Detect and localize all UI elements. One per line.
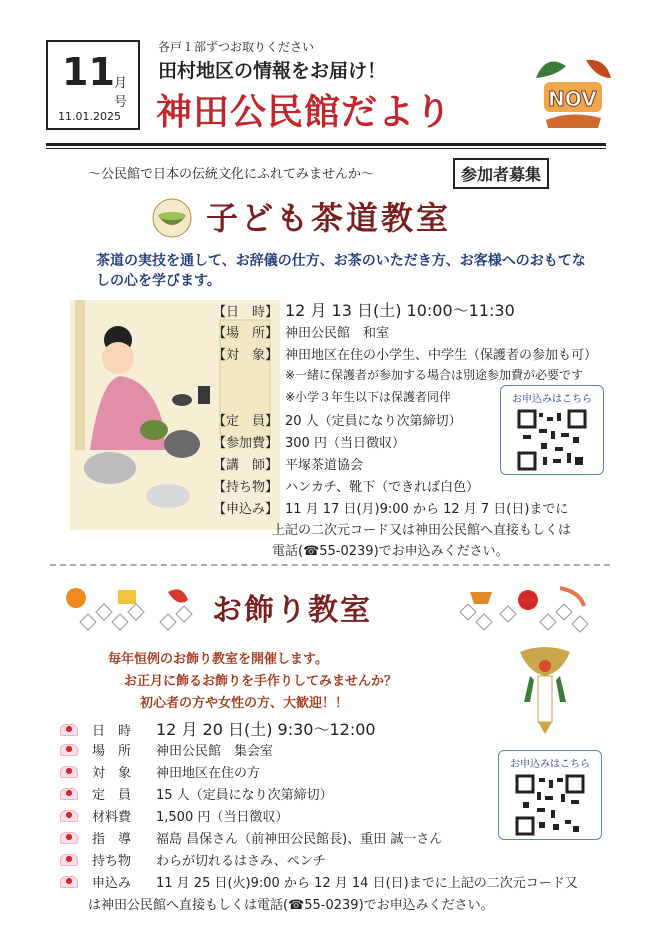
tea-info-key: 【持ち物】 [213, 480, 279, 495]
issue-suffix: 月号 [114, 76, 128, 110]
qr-code-icon [517, 409, 587, 471]
tea-info-value: ※一緒に保護者が参加する場合は別途参加費が必要です [285, 368, 584, 382]
decoration-class-title: お飾り教室 [212, 593, 372, 628]
fan-bullet-icon [60, 876, 78, 888]
sea-bream-icon [168, 589, 188, 602]
section-divider [50, 564, 610, 566]
tea-info-row [213, 432, 405, 451]
tea-class-title: 子ども茶道教室 [206, 199, 452, 237]
decoration-info-value: 神田地区在住の方 [156, 766, 261, 781]
decoration-intro [108, 649, 498, 715]
decoration-info-value: 神田公民館 集会室 [156, 744, 274, 759]
decoration-info-key: 対 象 [92, 766, 132, 781]
recruit-badge: 参加者募集 [453, 158, 549, 189]
newsletter-title: 神田公民館だより [156, 92, 453, 133]
tea-info-key: 【参加費】 [213, 436, 279, 451]
decoration-info-row [60, 850, 326, 869]
fan-bullet-icon [60, 766, 78, 778]
tea-info-value: 20 人（定員になり次第締切） [285, 414, 462, 429]
tea-info-note [213, 388, 451, 405]
decoration-info-value: 12 月 20 日(土) 9:30～12:00 [156, 720, 376, 739]
issue-box [46, 40, 140, 130]
decoration-info-value: 11 月 25 日(火)9:00 から 12 月 14 日(日)までに上記の二次元コード又 [156, 876, 578, 891]
mandarin-icon [66, 588, 86, 608]
qr-label: お申込みはこちら [512, 394, 592, 405]
tea-info-row [213, 322, 389, 341]
fan-bullet-icon [60, 788, 78, 800]
header-subtitle: 田村地区の情報をお届け！ [158, 60, 387, 82]
header-rule-thin [46, 148, 606, 149]
header-rule [46, 143, 606, 146]
issue-date: 11.01.2025 [58, 110, 121, 123]
tea-info-key: 【日 時】 [213, 305, 279, 320]
qr-label: お申込みはこちら [510, 759, 590, 770]
leaf-icon [586, 60, 611, 78]
tea-qr-box[interactable] [500, 385, 604, 475]
shimekazari-illustration [510, 642, 580, 734]
decoration-info-key: 申込み [92, 876, 132, 891]
decoration-info-value: わらが切れるはさみ、ペンチ [156, 854, 326, 869]
decoration-info-row [60, 717, 376, 740]
tea-info-row [213, 344, 597, 363]
decoration-apply-line: は神田公民館へ直接もしくは電話(☎55-0239)でお申込みください。 [88, 898, 494, 913]
tea-info-row [213, 454, 363, 473]
tea-info-row [213, 498, 568, 517]
kite-icon [118, 590, 136, 604]
fan-bullet-icon [60, 832, 78, 844]
decoration-intro-line: 初心者の方や女性の方、大歓迎！！ [140, 696, 349, 711]
decoration-info-value: 福島 昌保さん（前神田公民館長)、重田 誠一さん [156, 832, 443, 847]
decoration-info-row [60, 784, 333, 803]
decoration-info-key: 定 員 [92, 788, 132, 803]
tea-info-key: 【対 象】 [213, 348, 279, 363]
fan-bullet-icon [60, 724, 78, 736]
distribution-note: 各戸１部ずつお取りください [158, 40, 315, 54]
decoration-info-value: 15 人（定員になり次第締切） [156, 788, 333, 803]
decoration-info-row [60, 762, 260, 781]
decoration-info-row [60, 872, 578, 891]
treasure-ship-icon [470, 592, 492, 604]
qr-code-icon [515, 774, 585, 836]
svg-text:NOV: NOV [548, 87, 597, 111]
daruma-icon [518, 590, 538, 610]
pie-icon [546, 114, 601, 128]
tea-intro: 茶道の実技を通して、お辞儀の仕方、お茶のいただき方、お客様へのおもてなしの心を学びます。 [96, 253, 586, 289]
fan-bullet-icon [60, 854, 78, 866]
tea-info-value: 11 月 17 日(月)9:00 から 12 月 7 日(日)までに [285, 502, 569, 517]
shrimp-icon [560, 588, 584, 606]
tea-apply-line: 上記の二次元コード又は神田公民館へ直接もしくは [272, 523, 572, 538]
decoration-info-key: 指 導 [92, 832, 132, 847]
decoration-info-key: 日 時 [92, 724, 132, 739]
tea-info-key: 【場 所】 [213, 326, 279, 341]
november-logo-illustration [526, 48, 618, 130]
decoration-intro-line: 毎年恒例のお飾り教室を開催します。 [108, 652, 328, 667]
tea-info-value: ハンカチ、靴下（できれば白色） [285, 480, 480, 495]
tea-info-value: 平塚茶道協会 [285, 458, 364, 473]
tea-info-key: 【講 師】 [213, 458, 279, 473]
tea-apply-line: 電話(☎55-0239)でお申込みください。 [272, 544, 509, 559]
decoration-info-row [60, 806, 288, 825]
tea-bowl-icon [150, 198, 194, 238]
tea-info-note [213, 366, 583, 383]
fan-bullet-icon [60, 744, 78, 756]
decoration-info-row [60, 740, 273, 759]
tea-info-value: 神田公民館 和室 [285, 326, 390, 341]
decoration-intro-line: お正月に飾るお飾りを手作りしてみませんか？ [124, 674, 398, 689]
issue-number: 11 [62, 50, 115, 94]
tea-info-value: 12 月 13 日(土) 10:00～11:30 [285, 301, 515, 320]
decoration-info-value: 1,500 円（当日徴収） [156, 810, 289, 825]
leaf-icon [536, 62, 566, 78]
decoration-info-key: 材料費 [92, 810, 132, 825]
decoration-qr-box[interactable] [498, 750, 602, 840]
tea-info-row [213, 410, 462, 429]
decoration-info-row [60, 828, 442, 847]
tea-info-value: 神田地区在住の小学生、中学生（保護者の参加も可） [285, 348, 598, 363]
decoration-info-key: 持ち物 [92, 854, 132, 869]
tea-info-row [213, 476, 479, 495]
fan-bullet-icon [60, 810, 78, 822]
tea-info-value: 300 円（当日徴収） [285, 436, 405, 451]
tea-info-row [213, 298, 515, 321]
tea-info-value: ※小学３年生以下は保護者同伴 [285, 390, 452, 404]
tea-info-key: 【申込み】 [213, 502, 279, 517]
tea-tagline: ～公民館で日本の伝統文化にふれてみませんか～ [88, 167, 375, 182]
tea-info-key: 【定 員】 [213, 414, 279, 429]
decoration-info-key: 場 所 [92, 744, 132, 759]
